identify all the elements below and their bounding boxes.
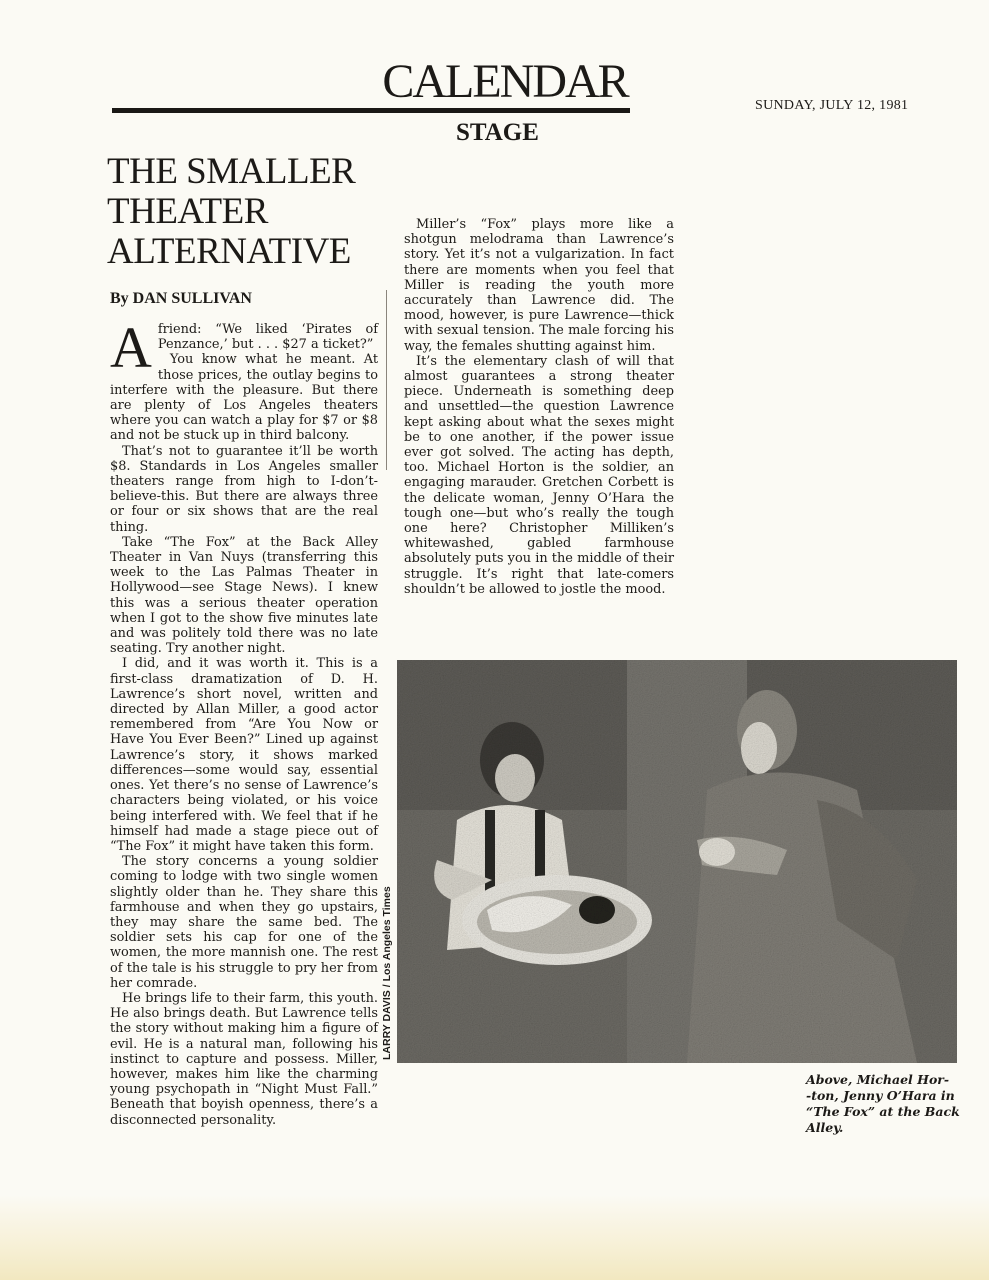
caption-line: “The Fox” at the Back (806, 1104, 960, 1119)
article-column-1 (110, 315, 378, 1128)
article-paragraph: You know what he meant. At those prices, the outlay begins to interfere with the pleasure. But there are plenty of Los Angeles theaters where you can watch a play for $7 or $8 and not be stuck up in third balcony. (110, 352, 378, 444)
article-paragraph: The story concerns a young soldier coming to lodge with two single women slightly older than he. They share this farmhouse and when they go upstairs, they may share the same bed. The soldier sets his cap for one of the women, the more mannish one. The rest of the tale is his struggle to pry her from her comrade. (110, 854, 378, 991)
masthead-rule (112, 108, 630, 113)
article-column-2 (404, 217, 674, 597)
article-paragraph (110, 315, 378, 380)
caption-line: Above, Michael Hor- (806, 1072, 950, 1087)
photo-caption (806, 1072, 966, 1136)
headline (107, 152, 382, 272)
caption-line: Alley. (806, 1120, 844, 1135)
article-paragraph: He brings life to their farm, this youth. He also brings death. But Lawrence tells the story without making him a figure of evil. He is a natural man, following his instinct to capture and possess. Miller, however, makes him like the charming young psychopath in “Night Must Fall.” Beneath that boyish openness, there’s a disconnected personality. (110, 990, 378, 1128)
article-photo (397, 660, 957, 1063)
article-paragraph: It’s the elementary clash of will that almost guarantees a strong theater piece. Underneath is something deep and unsettled—the question Lawrence kept asking about what the sexes might be to one another, if the power issue ever got solved. The acting has depth, too. Michael Horton is the soldier, an engaging marauder. Gretchen Corbett is the delicate woman, Jenny O’Hara the tough one—but who’s really the tough one here? Christopher Milliken’s whitewashed, gabled farmhouse absolutely puts you in the middle of their struggle. It’s right that late-comers shouldn’t be allowed to jostle the mood. (404, 353, 674, 597)
article-paragraph: That’s not to guarantee it’ll be worth $8. Standards in Los Angeles smaller theaters range from high to I-don’t-believe-this. But there are always three or four or six shows that are the real thing. (110, 443, 378, 535)
caption-line: -ton, Jenny O’Hara in (806, 1088, 955, 1103)
byline: By DAN SULLIVAN (110, 290, 252, 307)
headline-line: ALTERNATIVE (107, 231, 351, 272)
paper-stain (0, 1195, 989, 1280)
photo-image (397, 660, 957, 1063)
headline-line: THEATER (107, 191, 268, 232)
dateline: SUNDAY, JULY 12, 1981 (755, 98, 909, 113)
photo-credit: LARRY DAVIS / Los Angeles Times (381, 886, 393, 1060)
article-paragraph: I did, and it was worth it. This is a first-class dramatization of D. H. Lawrence’s short novel, written and directed by Allan Miller, a good actor remembered from “Are You Now or Have You Ever Been?” Lined up against Lawrence’s story, it shows marked differences—some would say, essential ones. Yet there’s no sense of Lawrence’s characters being violated, or his voice being interfered with. We feel that if he himself had made a stage piece out of “The Fox” it might have taken this form. (110, 656, 378, 854)
headline-line: THE SMALLER (107, 151, 356, 192)
column-divider (386, 290, 387, 470)
lead-text: friend: “We liked ‘Pirates of Penzance,’ but . . . $27 a ticket?” (157, 322, 378, 353)
masthead: CALENDAR (382, 55, 628, 108)
section-label: STAGE (456, 119, 539, 146)
drop-cap: A (110, 315, 152, 380)
article-paragraph: Take “The Fox” at the Back Alley Theater in Van Nuys (transferring this week to the Las Palmas Theater in Hollywood—see Stage News). I knew this was a serious theater operation when I got to the show five minutes late and was politely told there was no late seating. Try another night. (110, 534, 378, 657)
article-paragraph: Miller’s “Fox” plays more like a shotgun melodrama than Lawrence’s story. Yet it’s not a vulgarization. In fact there are moments when you feel that Miller is reading the youth more accurately than Lawrence did. The mood, however, is pure Lawrence—thick with sexual tension. The male forcing his way, the females shutting against him. (404, 217, 674, 354)
